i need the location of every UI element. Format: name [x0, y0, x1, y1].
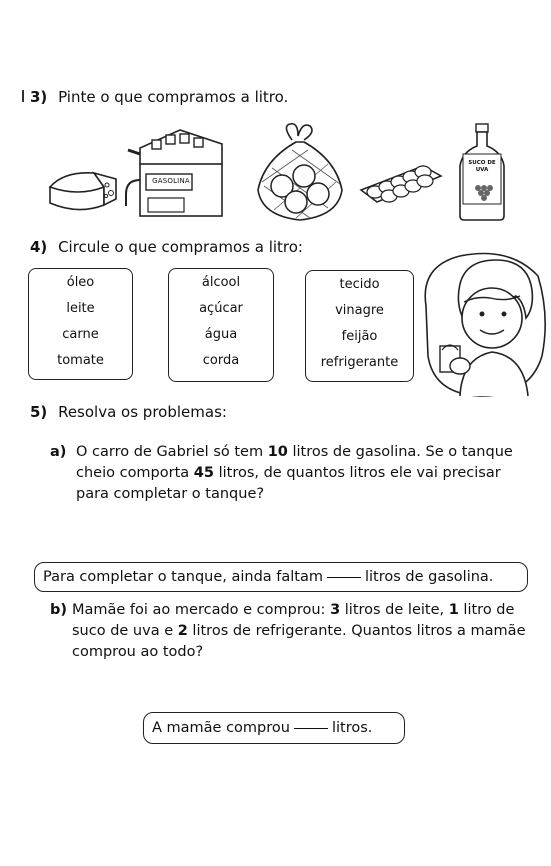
q3-tick	[22, 90, 24, 102]
q4-heading	[30, 238, 303, 256]
q5a-answer-box	[34, 562, 528, 592]
child-drinking-illustration	[420, 246, 550, 400]
q5a-answer-prefix: Para completar o tanque, ainda faltam	[43, 569, 323, 585]
q5b-line-1: Mamãe foi ao mercado e comprou: 3 litros de leite, 1 litro de	[72, 602, 515, 618]
gas-pump-icon[interactable]	[118, 124, 228, 220]
q5a-line-1: O carro de Gabriel só tem 10 litros de gasolina. Se o tanque	[76, 444, 513, 460]
q5a-problem	[76, 442, 546, 505]
word-item[interactable]: tomate	[57, 353, 104, 368]
word-item[interactable]: refrigerante	[320, 355, 399, 370]
q5b-answer-prefix: A mamãe comprou	[152, 720, 290, 736]
word-item[interactable]: óleo	[66, 275, 95, 290]
q5a-letter: a)	[50, 444, 67, 460]
q5-heading	[30, 403, 227, 421]
q5-text: Resolva os problemas:	[58, 403, 227, 421]
orange-bag-icon[interactable]	[252, 120, 348, 224]
q4-text: Circule o que compramos a litro:	[58, 238, 303, 256]
q5b-answer-box	[143, 712, 405, 744]
q5a-answer-suffix: litros de gasolina.	[365, 569, 494, 585]
word-box-2	[168, 268, 274, 382]
bottle-label: SUCO DE UVA	[468, 160, 496, 173]
q3-number: 3)	[30, 88, 48, 106]
word-item[interactable]: carne	[62, 327, 99, 342]
word-box-3	[305, 270, 414, 382]
cheese-icon[interactable]	[44, 165, 120, 217]
word-box-1	[28, 268, 133, 380]
q5b-line-3: comprou ao todo?	[72, 644, 204, 660]
q5a-line-3: para completar o tanque?	[76, 486, 265, 502]
word-item[interactable]: leite	[66, 301, 95, 316]
word-item[interactable]: álcool	[201, 275, 241, 290]
q3-text: Pinte o que compramos a litro.	[58, 88, 289, 106]
q5a-answer-blank[interactable]	[327, 576, 361, 578]
word-item[interactable]: feijão	[341, 329, 378, 344]
word-item[interactable]: corda	[202, 353, 240, 368]
q5b-answer-blank[interactable]	[294, 727, 328, 729]
word-item[interactable]: água	[204, 327, 238, 342]
word-item[interactable]: tecido	[339, 277, 380, 292]
q4-number: 4)	[30, 238, 48, 256]
q5b-line-2: suco de uva e 2 litros de refrigerante. Quantos litros a mamãe	[72, 623, 526, 639]
q5b-letter: b)	[50, 602, 68, 618]
word-item[interactable]: vinagre	[335, 303, 384, 318]
word-item[interactable]: açúcar	[199, 301, 243, 316]
q3-heading	[30, 88, 288, 106]
gas-sign-label: GASOLINA	[152, 177, 190, 185]
q5b-answer-suffix: litros.	[331, 720, 373, 736]
q5a-line-2: cheio comporta 45 litros, de quantos litros ele vai precisar	[76, 465, 501, 481]
q5b-problem	[72, 600, 548, 663]
q5-number: 5)	[30, 403, 48, 421]
egg-carton-icon[interactable]	[355, 160, 445, 210]
